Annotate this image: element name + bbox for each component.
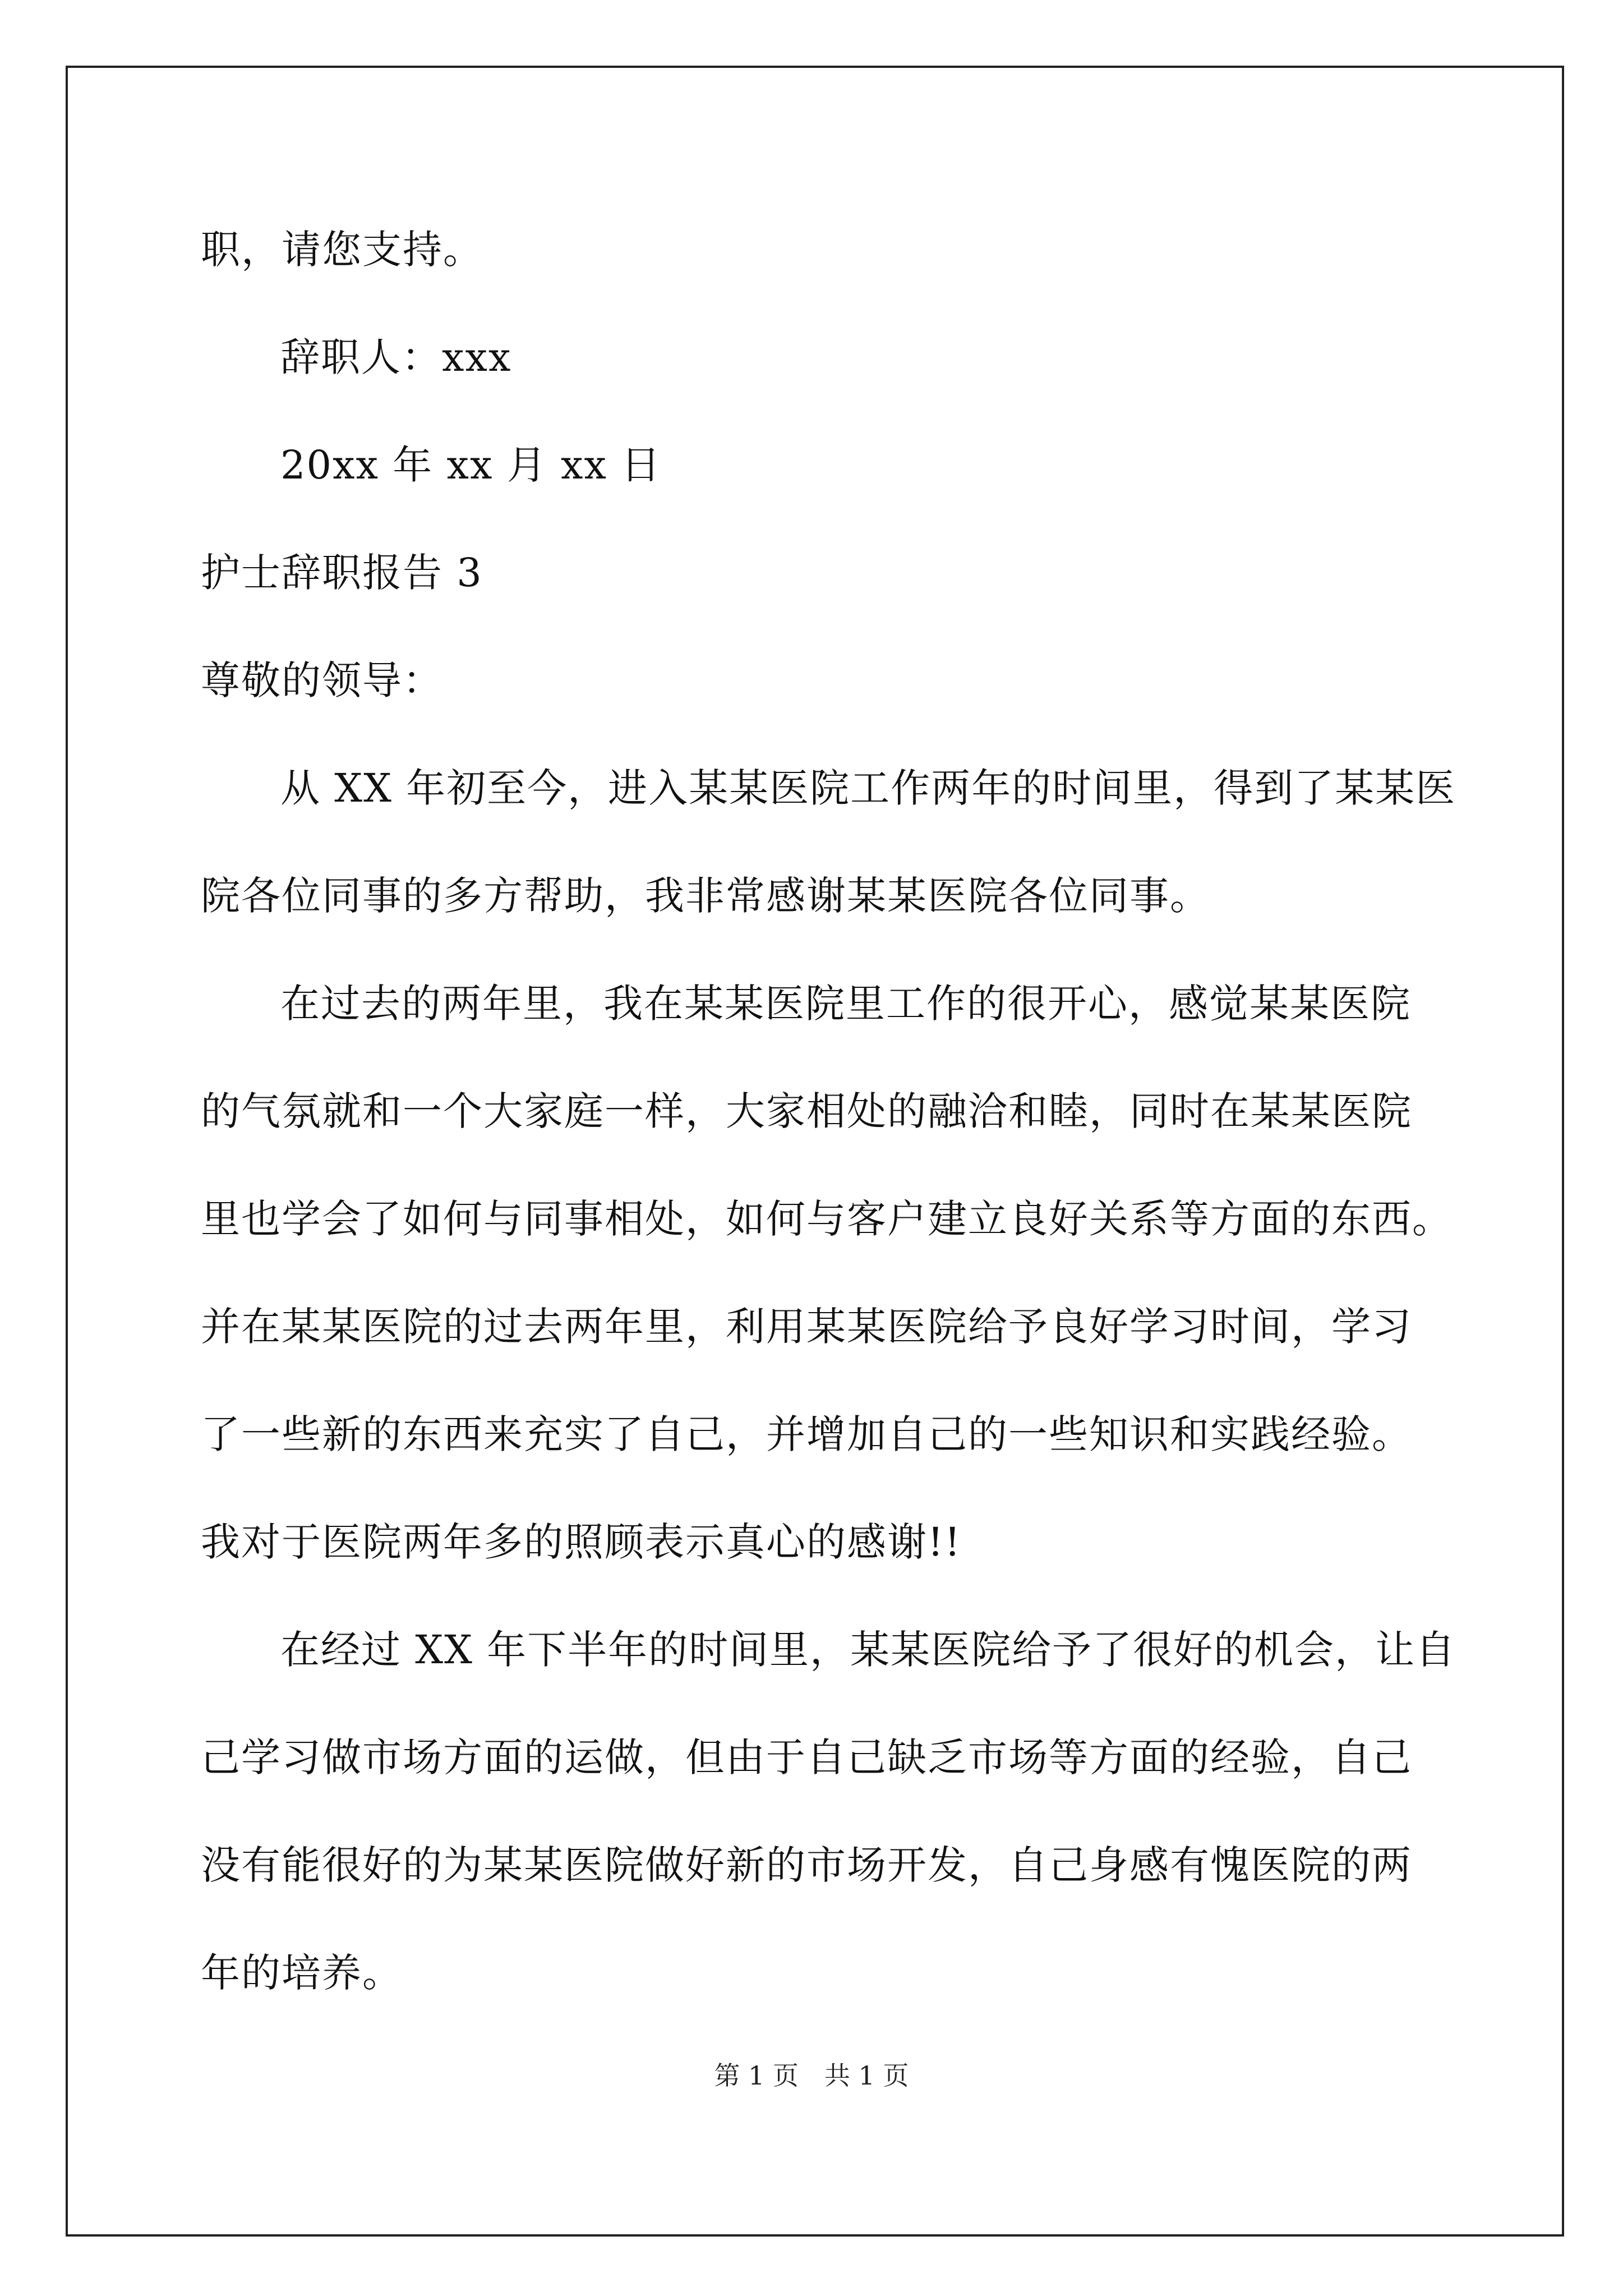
paragraph-line: 里也学会了如何与同事相处，如何与客户建立良好关系等方面的东西。 xyxy=(201,1196,1453,1242)
paragraph-line: 我对于医院两年多的照顾表示真心的感谢!! xyxy=(201,1519,962,1565)
paragraph-line: 在过去的两年里，我在某某医院里工作的很开心，感觉某某医院 xyxy=(280,981,1411,1027)
text-line: 职，请您支持。 xyxy=(201,227,483,273)
section-title: 护士辞职报告 3 xyxy=(201,550,483,596)
paragraph-line: 年的培养。 xyxy=(201,1950,403,1996)
page-border xyxy=(66,66,1564,2237)
date-line: 20xx 年 xx 月 xx 日 xyxy=(280,442,662,488)
paragraph-line: 并在某某医院的过去两年里，利用某某医院给予良好学习时间，学习 xyxy=(201,1304,1412,1350)
paragraph-line: 的气氛就和一个大家庭一样，大家相处的融洽和睦，同时在某某医院 xyxy=(201,1088,1412,1134)
paragraph-line: 院各位同事的多方帮助，我非常感谢某某医院各位同事。 xyxy=(201,873,1210,919)
salutation: 尊敬的领导： xyxy=(201,657,443,703)
paragraph-line: 从 XX 年初至今，进入某某医院工作两年的时间里，得到了某某医 xyxy=(280,765,1456,811)
paragraph-line: 了一些新的东西来充实了自己，并增加自己的一些知识和实践经验。 xyxy=(201,1411,1412,1457)
paragraph-line: 己学习做市场方面的运做，但由于自己缺乏市场等方面的经验，自己 xyxy=(201,1734,1412,1780)
paragraph-line: 没有能很好的为某某医院做好新的市场开发，自己身感有愧医院的两 xyxy=(201,1842,1412,1888)
paragraph-line: 在经过 XX 年下半年的时间里，某某医院给予了很好的机会，让自 xyxy=(280,1627,1456,1673)
page-footer: 第 1 页 共 1 页 xyxy=(714,2060,909,2091)
signature-line: 辞职人：xxx xyxy=(280,334,512,380)
